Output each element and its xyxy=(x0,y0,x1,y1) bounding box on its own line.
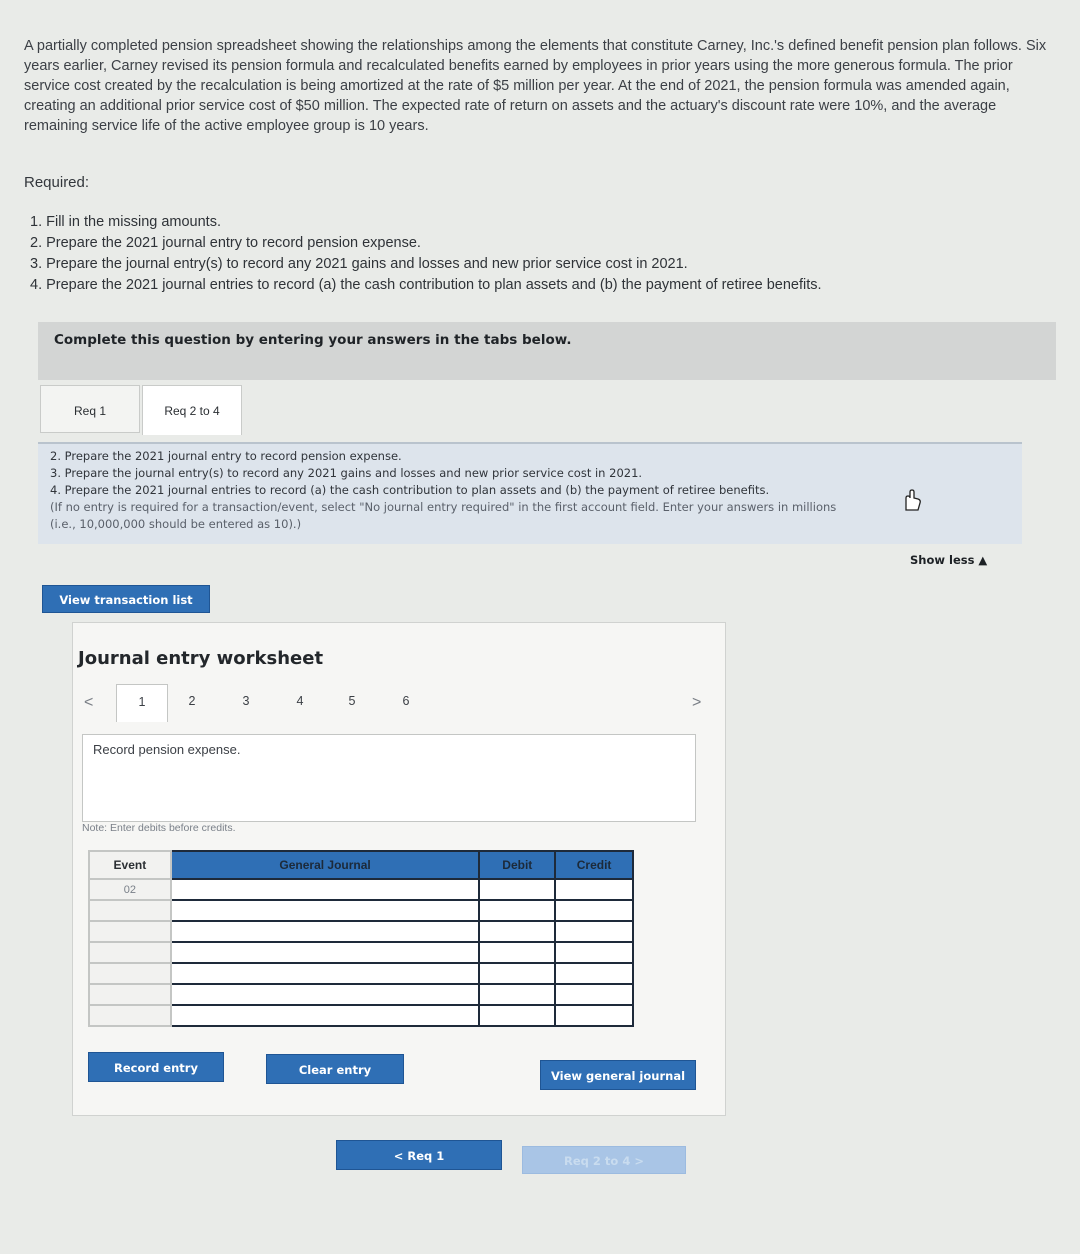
requirements-panel xyxy=(38,442,1022,544)
panel-line: 4. Prepare the 2021 journal entries to record (a) the cash contribution to plan assets and (b) the payment of retiree benefits. xyxy=(50,483,770,497)
view-general-journal-button[interactable]: View general journal xyxy=(540,1060,696,1090)
show-less-toggle[interactable]: Show less ▲ xyxy=(910,553,988,567)
worksheet-page-6[interactable]: 6 xyxy=(402,694,410,708)
debit-field[interactable] xyxy=(479,1005,555,1026)
debit-field[interactable] xyxy=(479,900,555,921)
clear-entry-button[interactable]: Clear entry xyxy=(266,1054,404,1084)
account-field[interactable] xyxy=(171,879,480,900)
account-field[interactable] xyxy=(171,984,480,1005)
required-item: 2. Prepare the 2021 journal entry to record pension expense. xyxy=(30,235,421,251)
required-item: 4. Prepare the 2021 journal entries to record (a) the cash contribution to plan assets and (b) the payment of retiree benefits. xyxy=(30,277,822,293)
panel-line: 3. Prepare the journal entry(s) to record any 2021 gains and losses and new prior service cost in 2021. xyxy=(50,466,643,480)
table-row xyxy=(89,879,633,900)
prev-req-button[interactable]: < Req 1 xyxy=(336,1140,502,1170)
worksheet-page-4[interactable]: 4 xyxy=(296,694,304,708)
credit-field[interactable] xyxy=(555,942,633,963)
hand-pointer-icon xyxy=(899,488,925,514)
table-row xyxy=(89,984,633,1005)
event-cell: 02 xyxy=(89,879,171,900)
table-row xyxy=(89,942,633,963)
debits-note: Note: Enter debits before credits. xyxy=(82,822,236,834)
view-transaction-list-button[interactable]: View transaction list xyxy=(42,585,210,613)
debit-field[interactable] xyxy=(479,984,555,1005)
panel-note: (If no entry is required for a transaction/event, select "No journal entry required" in the first account field. Enter your answers in millions xyxy=(50,500,837,514)
required-list xyxy=(30,212,822,296)
event-cell xyxy=(89,984,171,1005)
credit-field[interactable] xyxy=(555,900,633,921)
column-header-event: Event xyxy=(89,851,171,879)
table-row xyxy=(89,900,633,921)
credit-field[interactable] xyxy=(555,963,633,984)
journal-entry-table xyxy=(88,850,634,1027)
account-field[interactable] xyxy=(171,942,480,963)
debit-field[interactable] xyxy=(479,879,555,900)
event-cell xyxy=(89,963,171,984)
worksheet-page-1[interactable]: 1 xyxy=(116,684,168,722)
worksheet-page-2[interactable]: 2 xyxy=(188,694,196,708)
event-cell xyxy=(89,1005,171,1026)
chevron-left-icon[interactable]: < xyxy=(84,694,94,711)
debit-field[interactable] xyxy=(479,921,555,942)
event-cell xyxy=(89,900,171,921)
required-item: 3. Prepare the journal entry(s) to record any 2021 gains and losses and new prior service cost in 2021. xyxy=(30,256,688,272)
credit-field[interactable] xyxy=(555,984,633,1005)
column-header-credit: Credit xyxy=(555,851,633,879)
required-item: 1. Fill in the missing amounts. xyxy=(30,214,221,230)
instruction-banner: Complete this question by entering your answers in the tabs below. xyxy=(38,322,1056,380)
panel-note: (i.e., 10,000,000 should be entered as 10).) xyxy=(50,517,302,531)
worksheet-page-5[interactable]: 5 xyxy=(348,694,356,708)
credit-field[interactable] xyxy=(555,879,633,900)
account-field[interactable] xyxy=(171,1005,480,1026)
next-req-button[interactable]: Req 2 to 4 > xyxy=(522,1146,686,1174)
credit-field[interactable] xyxy=(555,921,633,942)
entry-description: Record pension expense. xyxy=(82,734,696,822)
account-field[interactable] xyxy=(171,921,480,942)
debit-field[interactable] xyxy=(479,963,555,984)
worksheet-page-3[interactable]: 3 xyxy=(242,694,250,708)
table-row xyxy=(89,921,633,942)
worksheet-title: Journal entry worksheet xyxy=(78,648,324,669)
debit-field[interactable] xyxy=(479,942,555,963)
tab-req-2-to-4[interactable]: Req 2 to 4 xyxy=(142,385,242,435)
event-cell xyxy=(89,921,171,942)
problem-intro: A partially completed pension spreadsheet showing the relationships among the elements that constitute Carney, Inc.'s defined benefit pension plan follows. Six years earlier, Carney revised its pension formula and recalculated benefits earned by employees in prior years using the more generous formula. The prior service cost created by the recalculation is being amortized at the rate of $5 million per year. At the end of 2021, the pension formula was amended again, creating an additional prior service cost of $50 million. The expected rate of return on assets and the actuary's discount rate were 10%, and the average remaining service life of the active employee group is 10 years. xyxy=(24,38,1047,134)
table-row xyxy=(89,1005,633,1026)
panel-line: 2. Prepare the 2021 journal entry to record pension expense. xyxy=(50,449,402,463)
credit-field[interactable] xyxy=(555,1005,633,1026)
chevron-right-icon[interactable]: > xyxy=(692,694,702,711)
table-row xyxy=(89,963,633,984)
event-cell xyxy=(89,942,171,963)
column-header-general-journal: General Journal xyxy=(171,851,480,879)
account-field[interactable] xyxy=(171,963,480,984)
account-field[interactable] xyxy=(171,900,480,921)
tab-req-1[interactable]: Req 1 xyxy=(40,385,140,433)
column-header-debit: Debit xyxy=(479,851,555,879)
required-heading: Required: xyxy=(24,174,90,191)
record-entry-button[interactable]: Record entry xyxy=(88,1052,224,1082)
